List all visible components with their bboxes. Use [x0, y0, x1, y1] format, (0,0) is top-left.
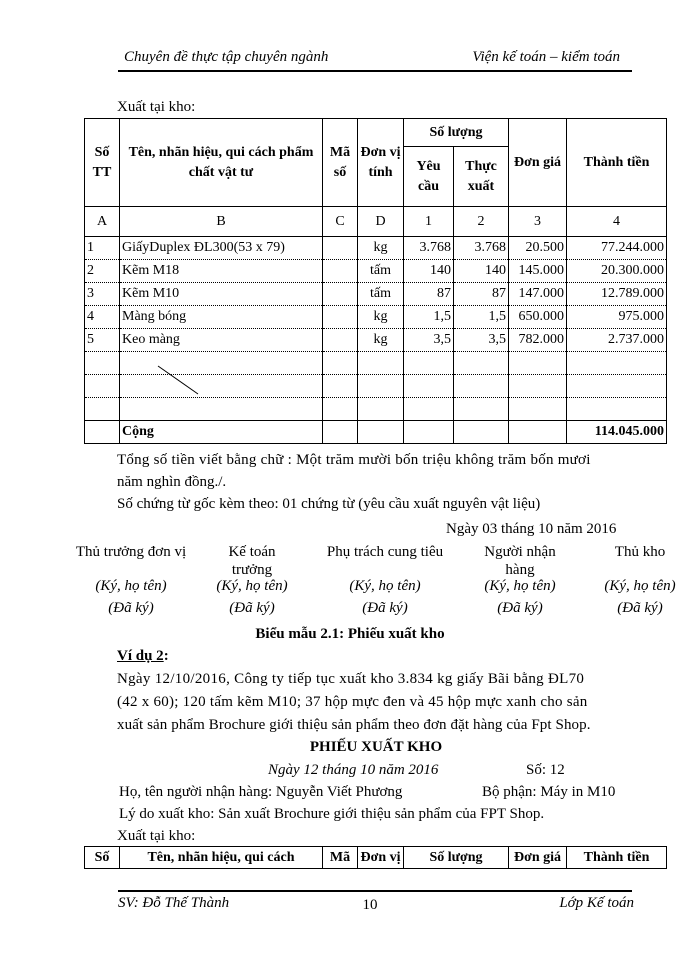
cell-amount: 12.789.000 — [567, 283, 667, 306]
column-letter: D — [358, 207, 404, 237]
cell-actual: 87 — [454, 283, 509, 306]
signature-status: (Đã ký) — [497, 600, 543, 616]
cell-code — [323, 283, 358, 306]
cancel-stroke — [150, 360, 210, 400]
signature-title: Kế toán trưởng — [228, 544, 276, 578]
slip2-header-stt: Số — [85, 847, 120, 869]
cell-actual: 140 — [454, 260, 509, 283]
signature-title: Thủ kho — [614, 544, 666, 560]
column-letter: B — [120, 207, 323, 237]
empty-row — [85, 398, 667, 421]
signature-title: Thủ trưởng đơn vị — [75, 544, 187, 560]
header-rule — [118, 70, 632, 72]
amount-in-words-line2: năm nghìn đồng./. — [117, 474, 227, 490]
signature-hint: (Ký, họ tên) — [484, 578, 556, 594]
header-stt: Số TT — [85, 119, 120, 207]
footer-class: Lớp Kế toán — [559, 895, 634, 911]
table-row — [85, 306, 667, 329]
cell-code — [323, 237, 358, 260]
table-row — [85, 260, 667, 283]
header-right: Viện kế toán – kiểm toán — [472, 49, 620, 65]
cell-code — [323, 306, 358, 329]
header-name: Tên, nhãn hiệu, qui cách phẩm chất vật tư — [120, 119, 323, 207]
example-label: Ví dụ 2 — [117, 648, 164, 664]
cell-amount: 20.300.000 — [567, 260, 667, 283]
signature-title: Phụ trách cung tiêu — [326, 544, 444, 560]
slip2-table — [84, 846, 667, 869]
cell-unit: tấm — [358, 283, 404, 306]
cell-stt: 1 — [85, 237, 120, 260]
cell-unit: kg — [358, 237, 404, 260]
cell-requested: 3,5 — [404, 329, 454, 352]
signature-hint: (Ký, họ tên) — [604, 578, 676, 594]
slip2-location: Xuất tại kho: — [117, 828, 196, 844]
signature-block — [66, 543, 196, 617]
header-unit-price: Đơn giá — [509, 119, 567, 207]
cell-requested: 1,5 — [404, 306, 454, 329]
signature-block — [212, 543, 292, 617]
column-letter: 2 — [454, 207, 509, 237]
slip2-header-quantity: Số lượng — [404, 847, 509, 869]
cell-requested: 140 — [404, 260, 454, 283]
slip2-receiver: Họ, tên người nhận hàng: Nguyễn Viết Phương — [119, 784, 403, 800]
header-qty-requested: Yêu cầu — [404, 147, 454, 207]
header-unit: Đơn vị tính — [358, 119, 404, 207]
signature-hint: (Ký, họ tên) — [349, 578, 421, 594]
cell-price: 20.500 — [509, 237, 567, 260]
header-amount: Thành tiền — [567, 119, 667, 207]
cell-amount: 975.000 — [567, 306, 667, 329]
example-colon: : — [163, 648, 169, 664]
signature-status: (Đã ký) — [229, 600, 275, 616]
cell-actual: 1,5 — [454, 306, 509, 329]
signature-status: (Đã ký) — [617, 600, 663, 616]
total-row — [85, 421, 667, 444]
signature-status: (Đã ký) — [362, 600, 408, 616]
cell-amount: 77.244.000 — [567, 237, 667, 260]
page-number: 10 — [362, 897, 378, 913]
cell-name: Kẽm M10 — [120, 283, 323, 306]
slip2-date: Ngày 12 tháng 10 năm 2016 — [268, 762, 439, 778]
total-amount: 114.045.000 — [567, 421, 667, 444]
cell-requested: 87 — [404, 283, 454, 306]
example-line3: xuất sản phẩm Brochure giới thiệu sản phẩm theo đơn đặt hàng của Fpt Shop. — [117, 717, 591, 733]
slip2-title: PHIẾU XUẤT KHO — [309, 739, 443, 755]
cell-unit: tấm — [358, 260, 404, 283]
table-row — [85, 283, 667, 306]
table-row — [85, 329, 667, 352]
figure-caption: Biểu mẫu 2.1: Phiếu xuất kho — [255, 626, 445, 642]
total-label: Cộng — [120, 421, 323, 444]
slip2-header-unit-price: Đơn giá — [509, 847, 567, 869]
footer-rule — [118, 890, 632, 892]
cell-stt: 5 — [85, 329, 120, 352]
slip2-header-code: Mã — [323, 847, 358, 869]
signature-title: Người nhận hàng — [484, 544, 556, 578]
cell-stt: 4 — [85, 306, 120, 329]
cell-price: 782.000 — [509, 329, 567, 352]
cell-code — [323, 329, 358, 352]
slip2-reason: Lý do xuất kho: Sản xuất Brochure giới thiệu sản phẩm của FPT Shop. — [119, 806, 545, 822]
column-letter: C — [323, 207, 358, 237]
example-line1: Ngày 12/10/2016, Công ty tiếp tục xuất kho 3.834 kg giấy Bãi bằng ĐL70 — [117, 671, 585, 687]
amount-in-words-line1: Tổng số tiền viết bằng chữ : Một trăm mười bốn triệu không trăm bốn mươi — [117, 452, 591, 468]
attached-documents: Số chứng từ gốc kèm theo: 01 chứng từ (yêu cầu xuất nguyên vật liệu) — [117, 496, 541, 512]
header-left: Chuyên đề thực tập chuyên ngành — [124, 49, 329, 65]
cell-price: 147.000 — [509, 283, 567, 306]
signature-status: (Đã ký) — [108, 600, 154, 616]
cell-name: Kẽm M18 — [120, 260, 323, 283]
slip2-header-amount: Thành tiền — [567, 847, 667, 869]
signature-block — [592, 543, 688, 617]
cell-unit: kg — [358, 306, 404, 329]
cell-requested: 3.768 — [404, 237, 454, 260]
header-code: Mã số — [323, 119, 358, 207]
slip2-department: Bộ phận: Máy in M10 — [482, 784, 616, 800]
cell-price: 650.000 — [509, 306, 567, 329]
table-row — [85, 237, 667, 260]
cell-amount: 2.737.000 — [567, 329, 667, 352]
column-letter: 1 — [404, 207, 454, 237]
cell-name: GiấyDuplex ĐL300(53 x 79) — [120, 237, 323, 260]
signature-hint: (Ký, họ tên) — [216, 578, 288, 594]
cell-code — [323, 260, 358, 283]
issue-location-label: Xuất tại kho: — [117, 99, 196, 115]
example-heading — [117, 648, 169, 665]
cell-stt: 2 — [85, 260, 120, 283]
slip2-header-unit: Đơn vị — [358, 847, 404, 869]
cell-name: Màng bóng — [120, 306, 323, 329]
signature-hint: (Ký, họ tên) — [95, 578, 167, 594]
slip2-number: Số: 12 — [526, 762, 565, 778]
header-quantity: Số lượng — [404, 119, 509, 147]
footer-student: SV: Đỗ Thế Thành — [118, 895, 230, 911]
column-letter: A — [85, 207, 120, 237]
cell-actual: 3.768 — [454, 237, 509, 260]
cell-name: Keo màng — [120, 329, 323, 352]
header-qty-actual: Thực xuất — [454, 147, 509, 207]
cell-actual: 3,5 — [454, 329, 509, 352]
slip2-header-name: Tên, nhãn hiệu, qui cách — [120, 847, 323, 869]
column-letter: 3 — [509, 207, 567, 237]
column-letter: 4 — [567, 207, 667, 237]
cell-price: 145.000 — [509, 260, 567, 283]
signature-block — [472, 543, 568, 617]
example-line2: (42 x 60); 120 tấm kẽm M10; 37 hộp mực đen và 45 hộp mực xanh cho sản — [117, 694, 588, 710]
date-line: Ngày 03 tháng 10 năm 2016 — [446, 521, 617, 537]
cell-stt: 3 — [85, 283, 120, 306]
signature-block — [312, 543, 458, 617]
cell-unit: kg — [358, 329, 404, 352]
